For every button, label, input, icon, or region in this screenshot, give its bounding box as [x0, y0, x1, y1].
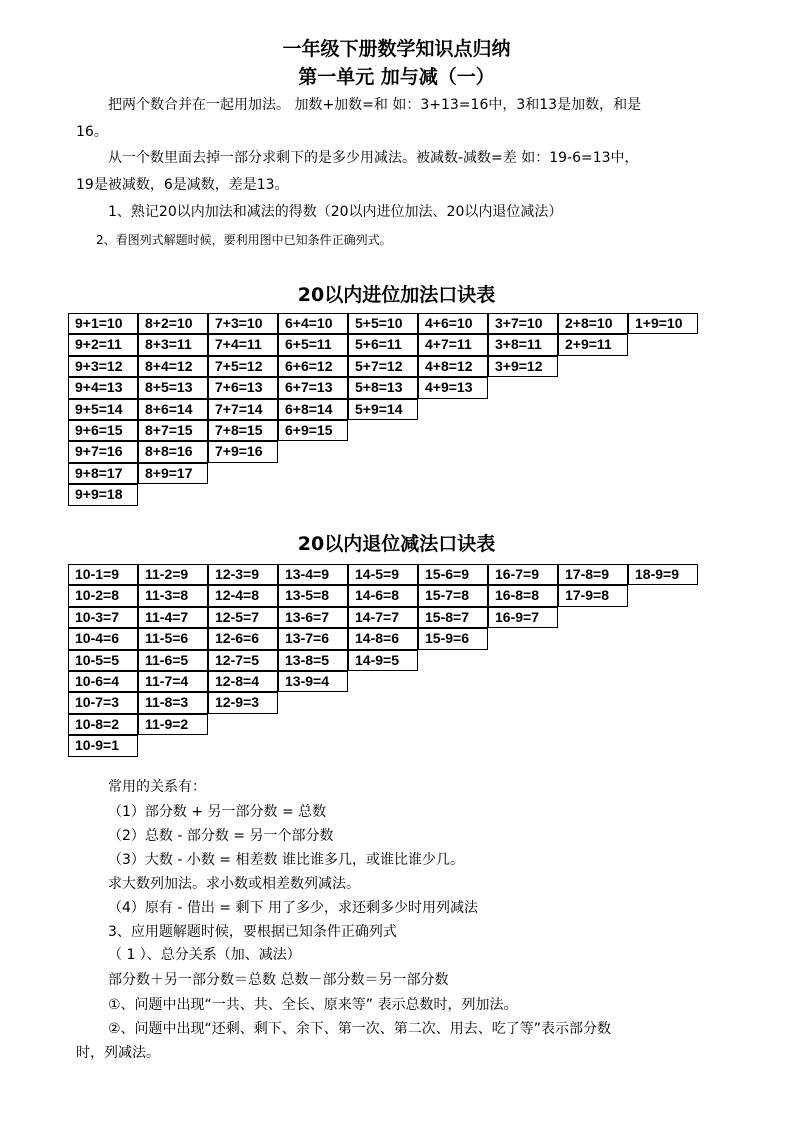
addition-cell: 5+9=14: [348, 399, 418, 420]
subtraction-cell: 12-9=3: [208, 692, 278, 713]
addition-cell: 8+9=17: [138, 463, 208, 484]
subtraction-cell: 11-5=6: [138, 628, 208, 649]
addition-cell: 9+7=16: [68, 441, 138, 462]
addition-cell: 6+6=12: [278, 356, 348, 377]
subtraction-cell: 16-8=8: [488, 585, 558, 606]
subtraction-cell: 14-7=7: [348, 607, 418, 628]
subtraction-cell: 13-6=7: [278, 607, 348, 628]
addition-cell: 4+8=12: [418, 356, 488, 377]
subtraction-table-title: 20以内退位减法口诀表: [297, 533, 496, 555]
subtraction-cell: 11-9=2: [138, 714, 208, 735]
addition-cell: 8+7=15: [138, 420, 208, 441]
subtraction-cell: 14-8=6: [348, 628, 418, 649]
subtraction-cell: 14-5=9: [348, 564, 418, 585]
addition-cell: 7+6=13: [208, 377, 278, 398]
addition-cell: 8+2=10: [138, 313, 208, 334]
relations-line: （ 1 ）、总分关系（加、减法）: [108, 947, 301, 963]
subtraction-cell: 10-2=8: [68, 585, 138, 606]
addition-cell: 4+6=10: [418, 313, 488, 334]
subtraction-cell: 17-8=9: [558, 564, 628, 585]
subtraction-cell: 11-2=9: [138, 564, 208, 585]
intro-line: 19是被减数，6是减数，差是13。: [76, 177, 289, 193]
subtraction-cell: 10-5=5: [68, 650, 138, 671]
relations-line: 常用的关系有：: [108, 779, 206, 795]
subtraction-cell: 14-6=8: [348, 585, 418, 606]
subtraction-cell: 12-4=8: [208, 585, 278, 606]
subtraction-cell: 11-3=8: [138, 585, 208, 606]
subtraction-cell: 12-3=9: [208, 564, 278, 585]
subtraction-cell: 14-9=5: [348, 650, 418, 671]
intro-line: 把两个数合并在一起用加法。 加数+加数=和 如：3+13=16中，3和13是加数，和是: [108, 97, 642, 113]
addition-cell: 6+5=11: [278, 334, 348, 355]
addition-cell: 7+7=14: [208, 399, 278, 420]
intro-line: 16。: [76, 124, 108, 140]
addition-cell: 4+9=13: [418, 377, 488, 398]
addition-cell: 3+7=10: [488, 313, 558, 334]
addition-cell: 5+6=11: [348, 334, 418, 355]
subtraction-cell: 16-9=7: [488, 607, 558, 628]
relations-line: ②、问题中出现“还剩、剩下、余下、第一次、第二次、用去、吃了等”表示部分数: [108, 1021, 612, 1037]
addition-cell: 3+8=11: [488, 334, 558, 355]
subtraction-cell: 12-7=5: [208, 650, 278, 671]
addition-cell: 6+9=15: [278, 420, 348, 441]
addition-cell: 9+9=18: [68, 484, 138, 505]
subtraction-cell: 13-7=6: [278, 628, 348, 649]
subtraction-cell: 10-9=1: [68, 735, 138, 756]
subtraction-cell: 12-6=6: [208, 628, 278, 649]
addition-cell: 6+7=13: [278, 377, 348, 398]
relations-line: 求大数列加法。求小数或相差数列减法。: [108, 876, 360, 892]
subtraction-cell: 12-5=7: [208, 607, 278, 628]
addition-cell: 9+6=15: [68, 420, 138, 441]
addition-cell: 9+8=17: [68, 463, 138, 484]
addition-cell: 3+9=12: [488, 356, 558, 377]
addition-cell: 9+1=10: [68, 313, 138, 334]
relations-line: 部分数＋另一部分数＝总数 总数－部分数＝另一部分数: [108, 972, 449, 988]
document-title: 一年级下册数学知识点归纳: [282, 38, 511, 60]
subtraction-cell: 16-7=9: [488, 564, 558, 585]
subtraction-cell: 15-6=9: [418, 564, 488, 585]
addition-cell: 7+5=12: [208, 356, 278, 377]
addition-cell: 8+5=13: [138, 377, 208, 398]
addition-cell: 2+8=10: [558, 313, 628, 334]
relations-line: （2）总数 - 部分数 = 另一个部分数: [108, 828, 334, 844]
addition-cell: 9+3=12: [68, 356, 138, 377]
relations-line: 时，列减法。: [76, 1045, 160, 1061]
addition-cell: 7+9=16: [208, 441, 278, 462]
addition-cell: 7+4=11: [208, 334, 278, 355]
subtraction-cell: 11-7=4: [138, 671, 208, 692]
subtraction-cell: 10-4=6: [68, 628, 138, 649]
unit-title: 第一单元 加与减（一）: [298, 66, 495, 88]
addition-cell: 8+3=11: [138, 334, 208, 355]
addition-cell: 8+6=14: [138, 399, 208, 420]
addition-cell: 1+9=10: [628, 313, 698, 334]
addition-cell: 5+7=12: [348, 356, 418, 377]
subtraction-cell: 13-9=4: [278, 671, 348, 692]
subtraction-cell: 13-5=8: [278, 585, 348, 606]
intro-line: 1、熟记20以内加法和减法的得数（20以内进位加法、20以内退位减法）: [108, 204, 563, 220]
subtraction-cell: 13-8=5: [278, 650, 348, 671]
addition-cell: 2+9=11: [558, 334, 628, 355]
addition-table-title: 20以内进位加法口诀表: [297, 284, 496, 306]
addition-cell: 7+3=10: [208, 313, 278, 334]
addition-cell: 9+5=14: [68, 399, 138, 420]
addition-cell: 6+8=14: [278, 399, 348, 420]
addition-cell: 8+8=16: [138, 441, 208, 462]
addition-cell: 6+4=10: [278, 313, 348, 334]
relations-line: （1）部分数 + 另一部分数 = 总数: [108, 804, 327, 820]
addition-cell: 9+2=11: [68, 334, 138, 355]
subtraction-cell: 10-8=2: [68, 714, 138, 735]
relations-line: ①、问题中出现“一共、共、全长、原来等” 表示总数时，列加法。: [108, 997, 518, 1013]
subtraction-cell: 10-6=4: [68, 671, 138, 692]
subtraction-cell: 15-9=6: [418, 628, 488, 649]
subtraction-cell: 18-9=9: [628, 564, 698, 585]
subtraction-cell: 10-1=9: [68, 564, 138, 585]
addition-cell: 9+4=13: [68, 377, 138, 398]
subtraction-cell: 11-6=5: [138, 650, 208, 671]
subtraction-cell: 10-7=3: [68, 692, 138, 713]
relations-line: （3）大数 - 小数 = 相差数 谁比谁多几，或谁比谁少几。: [108, 852, 464, 868]
addition-cell: 5+8=13: [348, 377, 418, 398]
subtraction-cell: 11-4=7: [138, 607, 208, 628]
relations-line: （4）原有 - 借出 = 剩下 用了多少，求还剩多少时用列减法: [108, 900, 478, 916]
addition-cell: 7+8=15: [208, 420, 278, 441]
intro-line: 从一个数里面去掉一部分求剩下的是多少用减法。被减数-减数=差 如：19-6=13中，: [108, 150, 639, 166]
intro-line: 2、看图列式解题时候，要利用图中已知条件正确列式。: [96, 233, 392, 247]
addition-cell: 4+7=11: [418, 334, 488, 355]
subtraction-cell: 12-8=4: [208, 671, 278, 692]
subtraction-cell: 15-7=8: [418, 585, 488, 606]
subtraction-cell: 10-3=7: [68, 607, 138, 628]
subtraction-cell: 13-4=9: [278, 564, 348, 585]
addition-cell: 5+5=10: [348, 313, 418, 334]
subtraction-cell: 15-8=7: [418, 607, 488, 628]
subtraction-cell: 11-8=3: [138, 692, 208, 713]
subtraction-cell: 17-9=8: [558, 585, 628, 606]
addition-cell: 8+4=12: [138, 356, 208, 377]
relations-line: 3、应用题解题时候，要根据已知条件正确列式: [108, 924, 397, 940]
